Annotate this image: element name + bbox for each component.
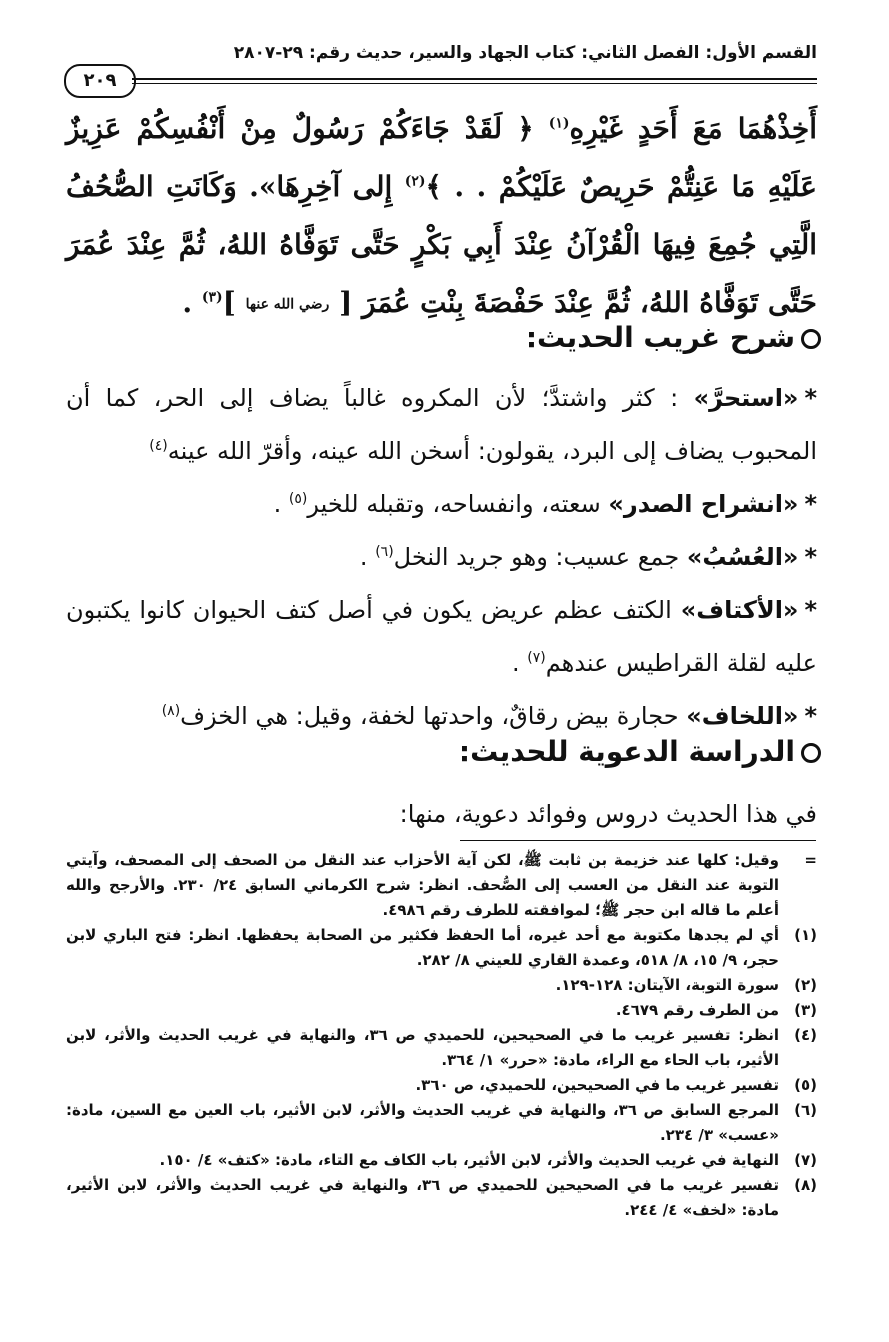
footnote-ref: (٧): [527, 650, 546, 666]
footnote-number: (٢): [794, 976, 817, 994]
footnote: [66, 1098, 817, 1148]
footnote-number: (٧): [794, 1151, 817, 1169]
section-heading-gharib: [60, 316, 821, 360]
definitions-list: [66, 372, 817, 743]
footnote-text: سورة التوبة، الآيتان: ١٢٨-١٢٩.: [555, 976, 779, 994]
footnote-text: انظر: تفسير غريب ما في الصحيحين، للحميدي ص ٣٦، والنهاية في غريب الحديث والأثر، لابن الأثير، باب الحاء مع الراء، مادة: «حرر» ١/ ٣٦٤.: [66, 1026, 779, 1069]
footnote-ref: (٨): [161, 703, 181, 719]
honorific-glyph: رضي الله عنها: [245, 296, 330, 313]
footnote-number: (١): [794, 926, 817, 944]
footnote-text: تفسير غريب ما في الصحيحين، للحميدي، ص ٣٦٠.: [415, 1076, 779, 1094]
footnote-number: (٦): [794, 1101, 817, 1119]
asterisk-bullet-icon: *: [804, 596, 817, 624]
footnote-separator: [460, 840, 816, 841]
footnote-text: من الطرف رقم ٤٦٧٩.: [615, 1001, 779, 1019]
definition-term: «استحرَّ»: [693, 384, 799, 412]
footnote-text: تفسير غريب ما في الصحيحين للحميدي ص ٣٦، والنهاية في غريب الحديث والأثر، لابن الأثير، مادة: «لخف» ٤/ ٢٤٤.: [66, 1176, 779, 1219]
footnote: [66, 1073, 817, 1098]
footnote: [66, 998, 817, 1023]
footnote: [66, 973, 817, 998]
asterisk-bullet-icon: *: [804, 543, 817, 571]
intro-paragraph: في هذا الحديث دروس وفوائد دعوية، منها:: [399, 800, 817, 828]
circle-bullet-icon: [801, 329, 821, 349]
hadith-segment: إِلى آخِرِهَا». وَكَانَتِ الصُّحُفُ الَّتِي جُمِعَ فِيهَا الْقُرْآنُ عِنْدَ أَبِي بَكْرٍ حَتَّى تَوَفَّاهُ اللهُ، ثُمَّ عِنْدَ عُمَرَ حَتَّى تَوَفَّاهُ اللهُ، ثُمَّ عِنْدَ حَفْصَةَ بِنْتِ عُمَرَ [: [66, 170, 817, 319]
footnote-text: النهاية في غريب الحديث والأثر، لابن الأثير، باب الكاف مع التاء، مادة: «كتف» ٤/ ١٥٠.: [159, 1151, 779, 1169]
definition-term: «اللخاف»: [686, 702, 799, 730]
definition-entry: [66, 584, 817, 690]
full-stop: .: [182, 286, 193, 319]
page-number: ٢٠٩: [64, 64, 136, 98]
footnote-ref: (٥): [288, 491, 308, 507]
footnote: [66, 1023, 817, 1073]
definition-term: «الأكتاف»: [680, 596, 799, 624]
definition-text: حجارة بيض رقاقٌ، واحدتها لخفة، وقيل: هي الخزف: [180, 702, 679, 730]
asterisk-bullet-icon: *: [804, 384, 817, 412]
asterisk-bullet-icon: *: [804, 702, 817, 730]
footnote: [66, 848, 817, 923]
footnote-ref-2: (٢): [404, 173, 426, 190]
footnote-number: =: [804, 851, 817, 869]
definition-text: : كثر واشتدَّ؛ لأن المكروه غالباً يضاف إلى الحر، كما أن المحبوب يضاف إلى البرد، يقولون: أسخن الله عينه، وأقرّ الله عينه: [66, 384, 817, 465]
definition-entry: [66, 478, 817, 531]
footnote-ref-1: (١): [548, 115, 570, 132]
definition-text: جمع عسيب: وهو جريد النخل: [393, 543, 680, 571]
definition-text: سعته، وانفساحه، وتقبله للخير: [307, 490, 601, 518]
footnote-number: (٣): [794, 1001, 817, 1019]
footnote-text: وقيل: كلها عند خزيمة بن ثابت ﷺ، لكن آية الأحزاب عند النقل من الصحف إلى المصحف، وآيتي التوبة عند النقل من العسب إلى الصُّحف. انظر: شرح الكرماني السابق ٢٤/ ٢٣٠. والأرجح والله أعلم ما قاله ابن حجر ﷺ؛ لموافقته للطرف رقم ٤٩٨٦.: [66, 851, 780, 919]
footnote-text: أي لم يجدها مكتوبة مع أحد غيره، أما الحفظ فكثير من الصحابة يحفظها. انظر: فتح الباري لابن حجر، ٩/ ١٥، ٨/ ٥١٨، وعمدة القاري للعيني ٨/ ٢٨٢.: [66, 926, 779, 969]
asterisk-bullet-icon: *: [804, 490, 817, 518]
definition-term: «انشراح الصدر»: [608, 490, 799, 518]
hadith-text: [66, 100, 817, 334]
footnote-ref: (٦): [375, 544, 394, 560]
hadith-segment: أَخِذْهُمَا مَعَ أَحَدٍ غَيْرِهِ: [569, 112, 817, 145]
footnote: [66, 1173, 817, 1223]
footnote-text: المرجع السابق ص ٣٦، والنهاية في غريب الحديث والأثر، لابن الأثير، باب العين مع السين، مادة: «عسب» ٣/ ٢٣٤.: [66, 1101, 779, 1144]
header-rule: [132, 78, 817, 80]
footnote-ref: (٤): [149, 438, 168, 454]
quran-verse: ﴿ لَقَدْ جَاءَكُمْ رَسُولٌ مِنْ أَنْفُسِكُمْ عَزِيزٌ عَلَيْهِ مَا عَنِتُّمْ حَرِيصٌ عَلَيْكُمْ . . ﴾: [66, 112, 818, 203]
full-stop: .: [273, 490, 282, 518]
definition-term: «العُسُبُ»: [686, 543, 799, 571]
full-stop: .: [359, 543, 368, 571]
header-rule-thin: [132, 83, 817, 84]
circle-bullet-icon: [801, 743, 821, 763]
running-title: القسم الأول: الفصل الثاني: كتاب الجهاد والسير، حديث رقم: ٢٩-٢٨٠٧: [233, 43, 817, 63]
definition-entry: [66, 372, 817, 478]
section-heading-dawah: [60, 730, 821, 774]
running-header: [70, 40, 817, 66]
footnote-number: (٥): [794, 1076, 817, 1094]
bracket-close: ]: [222, 286, 236, 319]
footnote: [66, 1148, 817, 1173]
footnote: [66, 923, 817, 973]
footnotes: [66, 848, 817, 1223]
footnote-ref-3: (٣): [201, 289, 223, 306]
section-title: شرح غريب الحديث:: [525, 321, 795, 354]
definition-entry: [66, 531, 817, 584]
full-stop: .: [511, 649, 520, 677]
footnote-number: (٨): [794, 1176, 817, 1194]
section-title: الدراسة الدعوية للحديث:: [458, 735, 795, 768]
definition-text: الكتف عظم عريض يكون في أصل كتف الحيوان كانوا يكتبون عليه لقلة القراطيس عندهم: [66, 596, 817, 677]
footnote-number: (٤): [794, 1026, 817, 1044]
